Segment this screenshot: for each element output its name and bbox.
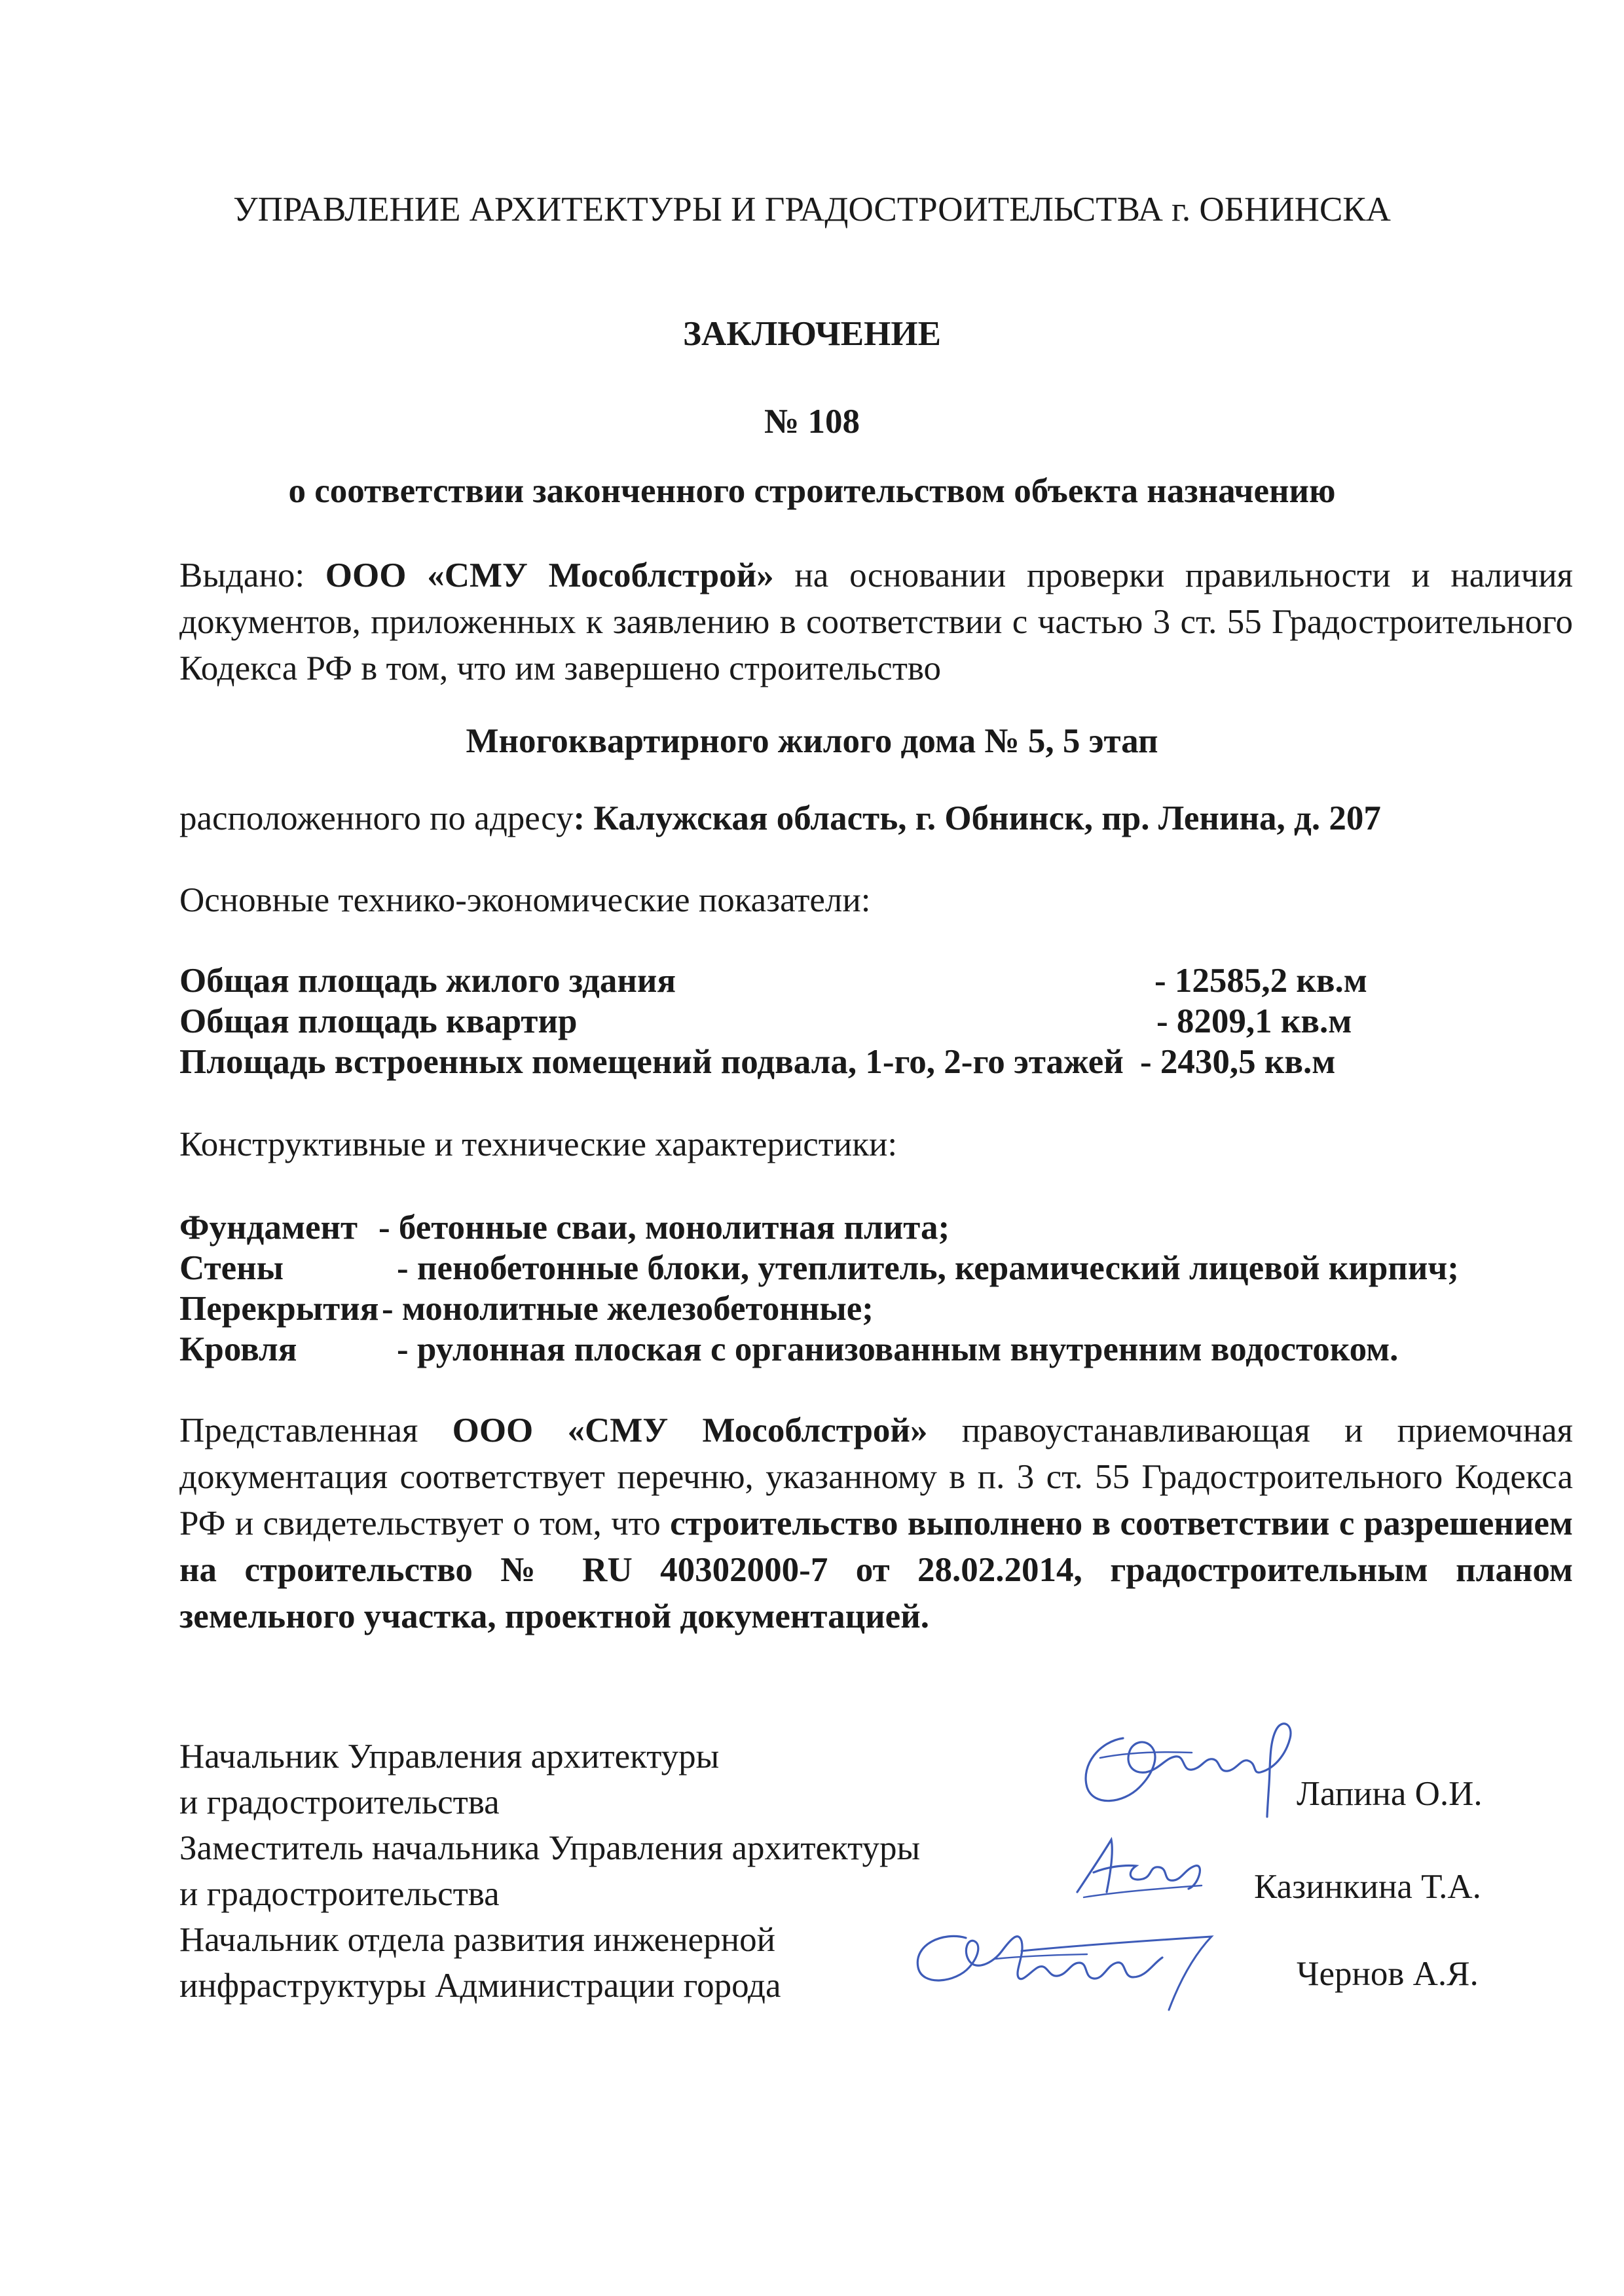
document-subject: о соответствии законченного строительством объекта назначению bbox=[288, 472, 1336, 510]
signatory-position: и градостроительства bbox=[179, 1875, 500, 1913]
characteristic-label: Перекрытия bbox=[179, 1290, 379, 1328]
conclusion-company: ООО «СМУ Мособлстрой» bbox=[452, 1412, 928, 1449]
signatory-positions bbox=[179, 1734, 920, 2009]
signatory-name: Казинкина Т.А. bbox=[1254, 1868, 1481, 1906]
characteristics-heading: Конструктивные и технические характеристики: bbox=[179, 1125, 898, 1163]
issued-paragraph bbox=[179, 553, 1573, 692]
document-title: ЗАКЛЮЧЕНИЕ bbox=[683, 315, 941, 353]
indicator-value: - 8209,1 кв.м bbox=[1156, 1002, 1352, 1040]
signatory-position: и градостроительства bbox=[179, 1783, 500, 1821]
indicator-label: Общая площадь жилого здания bbox=[179, 962, 676, 1000]
document-number: № 108 bbox=[764, 403, 860, 441]
signatory-position: Начальник Управления архитектуры bbox=[179, 1738, 720, 1776]
signatory-position: инфраструктуры Администрации города bbox=[179, 1967, 781, 2005]
signatory-name: Чернов А.Я. bbox=[1297, 1955, 1479, 1993]
characteristic-value: - монолитные железобетонные; bbox=[382, 1290, 874, 1328]
conclusion-bold-text: строительство выполнено в соответствии с разрешением на строительство № RU 40302000-7 от 28.02.2014, градостроительным планом земельного участка, проектной документацией. bbox=[179, 1504, 1574, 1635]
address-value: Калужская область, г. Обнинск, пр. Ленина, д. 207 bbox=[585, 799, 1381, 837]
signatory-position: Начальник отдела развития инженерной bbox=[179, 1921, 775, 1959]
issued-company: ООО «СМУ Мособлстрой» bbox=[325, 556, 774, 594]
conclusion-lead: Представленная bbox=[179, 1412, 452, 1449]
signatory-name: Лапина О.И. bbox=[1297, 1775, 1483, 1813]
indicators-heading: Основные технико-экономические показатели: bbox=[179, 881, 871, 919]
signature-image bbox=[1071, 1827, 1208, 1905]
address-colon: : bbox=[573, 799, 585, 837]
indicator-value: - 12585,2 кв.м bbox=[1154, 962, 1367, 1000]
characteristic-value: - рулонная плоская с организованным внутренним водостоком. bbox=[397, 1330, 1399, 1368]
object-name: Многоквартирного жилого дома № 5, 5 этап bbox=[466, 722, 1158, 760]
characteristic-label: Фундамент bbox=[179, 1209, 358, 1247]
characteristic-value: - пенобетонные блоки, утеплитель, керамический лицевой кирпич; bbox=[397, 1249, 1459, 1287]
signatory-position: Заместитель начальника Управления архитектуры bbox=[179, 1829, 921, 1867]
address-label: расположенного по адресу bbox=[179, 799, 574, 837]
organization-header: УПРАВЛЕНИЕ АРХИТЕКТУРЫ И ГРАДОСТРОИТЕЛЬСТВА г. ОБНИНСКА bbox=[233, 191, 1391, 228]
address-line bbox=[179, 799, 1381, 838]
characteristic-label: Стены bbox=[179, 1249, 284, 1287]
conclusion-paragraph bbox=[179, 1408, 1573, 1640]
indicator-label: Площадь встроенных помещений подвала, 1-го, 2-го этажей bbox=[179, 1043, 1124, 1081]
characteristic-label: Кровля bbox=[179, 1330, 297, 1368]
indicator-value: - 2430,5 кв.м bbox=[1140, 1043, 1336, 1081]
issued-lead: Выдано: bbox=[179, 556, 325, 594]
characteristic-value: - бетонные сваи, монолитная плита; bbox=[378, 1209, 950, 1247]
issued-text: на основании проверки правильности и наличия документов, приложенных к заявлению в соответствии с частью 3 ст. 55 Градостроительного Кодекса РФ в том, что им завершено строительство bbox=[179, 556, 1573, 687]
signature-image bbox=[904, 1905, 1244, 2016]
conclusion-text: правоустанавливающая и приемочная документация соответствует перечню, указанному в п. 3 ст. 55 Градостроительного Кодекса РФ и свидетельствует о том, что bbox=[179, 1412, 1573, 1542]
signature-image bbox=[1061, 1712, 1303, 1817]
indicator-label: Общая площадь квартир bbox=[179, 1002, 578, 1040]
